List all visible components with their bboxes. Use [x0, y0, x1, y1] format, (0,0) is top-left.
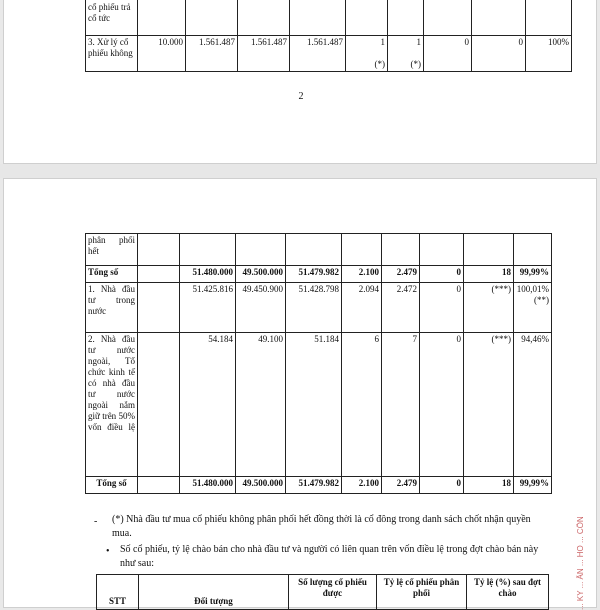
row-label: phân phối hết [86, 234, 138, 266]
cell-value: 1.561.487 [238, 36, 290, 72]
page-gap [0, 164, 600, 178]
cell-value: 100,01% (**) [514, 283, 552, 333]
cell-value: 2.479 [382, 266, 420, 283]
cell-value: 49.100 [236, 333, 286, 477]
cell-value: 49.500.000 [236, 266, 286, 283]
cell-value: 2.100 [342, 477, 382, 494]
cell-value: 2.094 [342, 283, 382, 333]
row-label: cổ phiếu trả cổ tức [86, 0, 138, 36]
table-row [86, 234, 552, 266]
cell-value: 6 [342, 333, 382, 477]
page-top [3, 0, 597, 164]
allocation-table [85, 233, 552, 494]
table-row [86, 283, 552, 333]
cell-value: 2.472 [382, 283, 420, 333]
cell-value: 49.450.900 [236, 283, 286, 333]
cell-value: 49.500.000 [236, 477, 286, 494]
row-label: 1. Nhà đầu tư trong nước [86, 283, 138, 333]
note-marker: - [94, 516, 98, 527]
cell-value: (***) [464, 283, 514, 333]
cell-value: 18 [464, 266, 514, 283]
header-cell: Tỷ lệ cổ phiếu phân phối [377, 575, 467, 610]
cell-value: 1 (*) [388, 36, 424, 72]
cell-value: 2.479 [382, 477, 420, 494]
row-label: Tổng số [86, 266, 138, 283]
cell-value: 0 [420, 266, 464, 283]
cell-value: 51.480.000 [180, 266, 236, 283]
cell-value: 51.479.982 [286, 477, 342, 494]
cell-value: 0 [420, 283, 464, 333]
cell-value: 51.425.816 [180, 283, 236, 333]
header-cell: STT [97, 575, 139, 610]
footnote: (*) Nhà đầu tư mua cổ phiếu không phân phối hết đồng thời là cổ đông trong danh sách chốt nhận quyền mua. [112, 514, 531, 539]
table-row [86, 36, 572, 72]
table-row [86, 333, 552, 477]
cell-value: (***) [464, 333, 514, 477]
bottom-table [96, 574, 549, 610]
table-row [86, 0, 572, 36]
red-stamp: ... KY ... ÂN ... HO ... CÔN [576, 516, 585, 610]
page-number: 2 [298, 91, 304, 102]
cell-value: 99,99% [514, 477, 552, 494]
cell-value: 10.000 [138, 36, 186, 72]
cell-value: 0 [420, 333, 464, 477]
bullet-marker: • [106, 546, 110, 557]
header-cell: Đối tượng [139, 575, 289, 610]
cell-value: 51.479.982 [286, 266, 342, 283]
cell-value: 99,99% [514, 266, 552, 283]
page-bottom [3, 178, 597, 608]
cell-value: 51.184 [286, 333, 342, 477]
row-label: 3. Xử lý cổ phiếu không [86, 36, 138, 72]
header-cell: Tỷ lệ (%) sau đợt chào [467, 575, 549, 610]
cell-value: 1.561.487 [290, 36, 346, 72]
cell-value: 18 [464, 477, 514, 494]
cell-value: 7 [382, 333, 420, 477]
table-row-total [86, 266, 552, 283]
cell-value: 51.480.000 [180, 477, 236, 494]
cell-value: 2.100 [342, 266, 382, 283]
cell-value: 1.561.487 [186, 36, 238, 72]
row-label: Tổng số [86, 477, 138, 494]
cell-value: 54.184 [180, 333, 236, 477]
row-label: 2. Nhà đầu tư nước ngoài, Tổ chức kinh tế có nhà đầu tư nước ngoài nắm giữ trên 50% vốn điều lệ [86, 333, 138, 477]
cell-value: 0 [420, 477, 464, 494]
cell-value: 0 [472, 36, 526, 72]
cell-value: 94,46% [514, 333, 552, 477]
cell-value: 0 [424, 36, 472, 72]
cell-value: 1 (*) [346, 36, 388, 72]
header-cell: Số lượng cổ phiếu được [289, 575, 377, 610]
bullet-text: Số cổ phiếu, tỷ lệ chào bán cho nhà đầu tư và người có liên quan trên vốn điều lệ trong đợt chào bán này như sau: [120, 544, 539, 569]
cell-value: 51.428.798 [286, 283, 342, 333]
cell-value: 100% [526, 36, 572, 72]
table-header-row [97, 575, 549, 610]
table-row-total [86, 477, 552, 494]
top-table [85, 0, 572, 72]
